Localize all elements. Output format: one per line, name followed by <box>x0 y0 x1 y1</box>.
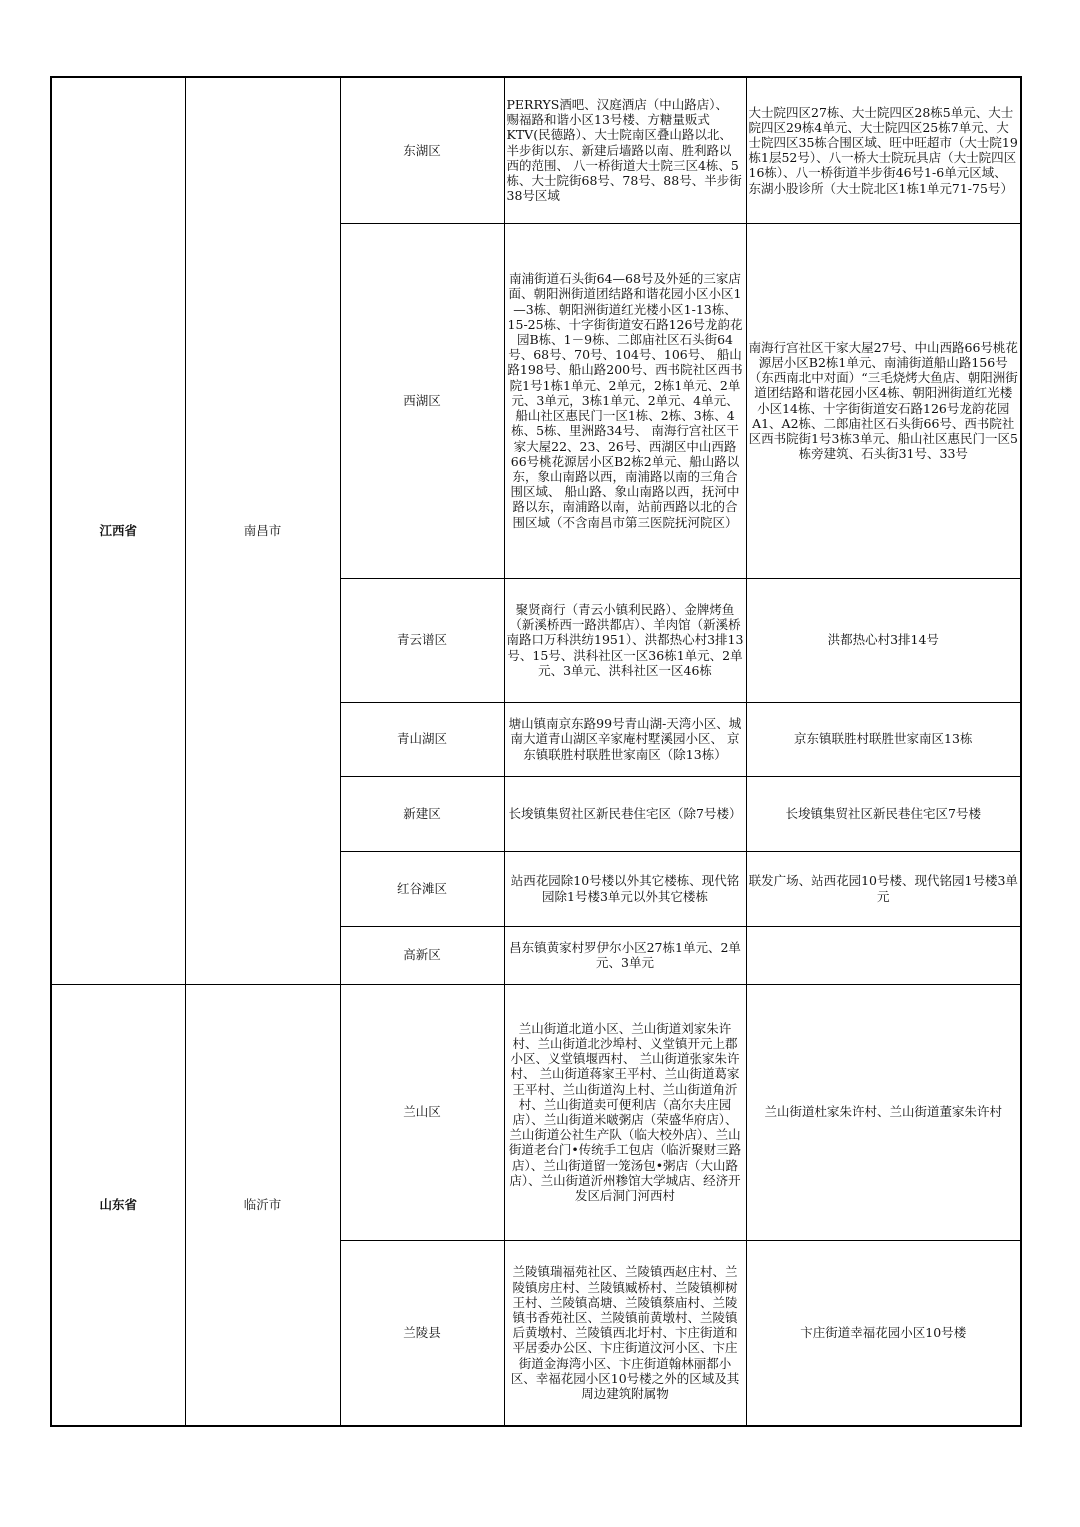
high-risk-cell: 洪都热心村3排14号 <box>746 578 1021 702</box>
high-risk-cell: 南海行宫社区干家大屋27号、中山西路66号桃花源居小区B2栋1单元、南浦街道船山路156号（东西南北中对面）“三毛烧烤大鱼店、朝阳洲街道团结路和谐花园小区4栋、朝阳洲街道红光楼小区14栋、十字街街道安石路126号龙韵花园A1、A2栋、二郎庙社区石头街66号、西书院社区西书院街1号3栋3单元、船山社区惠民门一区5栋旁建筑、石头街31号、33号 <box>746 223 1021 578</box>
medium-risk-cell: PERRYS酒吧、汉庭酒店（中山路店）、 赐福路和谐小区13号楼、方糖量贩式KTV(民德路）、大士院南区叠山路以北、半步街以东、新建后墙路以南、胜利路以西的范围、 八一桥街道大士院三区4栋、5栋、大士院街68号、78号、88号、半步街38号区域 <box>504 77 746 223</box>
medium-risk-cell: 昌东镇黄家村罗伊尔小区27栋1单元、2单元、3单元 <box>504 926 746 984</box>
medium-risk-cell: 塘山镇南京东路99号青山湖-天湾小区、城南大道青山湖区辛家庵村墅溪园小区、 京东镇联胜村联胜世家南区（除13栋） <box>504 702 746 776</box>
district-cell: 青云谱区 <box>340 578 504 702</box>
medium-risk-cell: 南浦街道石头街64—68号及外延的三家店面、朝阳洲街道团结路和谐花园小区小区1—3栋、朝阳洲街道红光楼小区1-13栋、15-25栋、十字街街道安石路126号龙韵花园B栋、1－9栋、二郎庙社区石头街64号、68号、70号、104号、106号、 船山路198号、船山路200号、西书院社区西书院1号1栋1单元、2单元，2栋1单元、2单元、3单元，3栋1单元、2单元、4单元、船山社区惠民门一区1栋、2栋、3栋、4栋、5栋、里洲路34号、 南海行宫社区干家大屋22、23、26号、西湖区中山西路66号桃花源居小区B2栋2单元、船山路以东，象山南路以西，南浦路以南的三角合围区域、 船山路、象山南路以西，抚河中路以东，南浦路以南，站前西路以北的合围区域（不含南昌市第三医院抚河院区） <box>504 223 746 578</box>
high-risk-cell: 联发广场、站西花园10号楼、现代铭园1号楼3单元 <box>746 851 1021 926</box>
district-cell: 新建区 <box>340 776 504 851</box>
medium-risk-cell: 聚贤商行（青云小镇利民路）、金牌烤鱼（新溪桥西一路洪都店）、羊肉馆（新溪桥南路口万科洪纺1951）、洪都热心村3排13号、15号、洪科社区一区36栋1单元、2单元、3单元、洪科社区一区46栋 <box>504 578 746 702</box>
medium-risk-cell: 长埈镇集贸社区新民巷住宅区（除7号楼） <box>504 776 746 851</box>
district-cell: 兰山区 <box>340 984 504 1240</box>
medium-risk-cell: 兰陵镇瑞福苑社区、兰陵镇西赵庄村、兰陵镇房庄村、兰陵镇臧桥村、兰陵镇柳树王村、兰陵镇高塘、兰陵镇蔡庙村、兰陵镇书香苑社区、兰陵镇前黄墩村、兰陵镇后黄墩村、兰陵镇西北圩村、卞庄街道和平居委办公区、卞庄街道汶河小区、卞庄街道金海湾小区、卞庄街道翰林丽都小区、幸福花园小区10号楼之外的区域及其周边建筑附属物 <box>504 1240 746 1426</box>
risk-area-table <box>50 76 1022 1427</box>
district-cell: 红谷滩区 <box>340 851 504 926</box>
city-cell: 南昌市 <box>185 77 340 984</box>
district-cell: 西湖区 <box>340 223 504 578</box>
province-cell: 江西省 <box>51 77 185 984</box>
high-risk-cell: 兰山街道杜家朱许村、兰山街道董家朱许村 <box>746 984 1021 1240</box>
district-cell: 兰陵县 <box>340 1240 504 1426</box>
high-risk-cell: 大士院四区27栋、大士院四区28栋5单元、大士院四区29栋4单元、大士院四区25栋7单元、大士院四区35栋合围区域、旺中旺超市（大士院19栋1层52号）、八一桥大士院玩具店（大士院四区16栋）、八一桥街道半步街46号1-6单元区域、东湖小股诊所（大士院北区1栋1单元71-75号） <box>746 77 1021 223</box>
district-cell: 高新区 <box>340 926 504 984</box>
district-cell: 东湖区 <box>340 77 504 223</box>
table-row <box>51 984 1021 1240</box>
high-risk-cell: 京东镇联胜村联胜世家南区13栋 <box>746 702 1021 776</box>
province-cell: 山东省 <box>51 984 185 1426</box>
table-row <box>51 77 1021 223</box>
district-cell: 青山湖区 <box>340 702 504 776</box>
high-risk-cell: 长埈镇集贸社区新民巷住宅区7号楼 <box>746 776 1021 851</box>
city-cell: 临沂市 <box>185 984 340 1426</box>
high-risk-cell <box>746 926 1021 984</box>
high-risk-cell: 卞庄街道幸福花园小区10号楼 <box>746 1240 1021 1426</box>
medium-risk-cell: 站西花园除10号楼以外其它楼栋、现代铭园除1号楼3单元以外其它楼栋 <box>504 851 746 926</box>
medium-risk-cell: 兰山街道北道小区、兰山街道刘家朱许村、兰山街道北沙埠村、义堂镇开元上郡小区、义堂镇堰西村、 兰山街道张家朱许村、 兰山街道蒋家王平村、兰山街道葛家王平村、兰山街道沟上村、兰山街道角沂村、兰山街道卖可便利店（高尔夫庄园店）、兰山街道米啵粥店（荣盛华府店）、兰山街道公社生产队（临大校外店）、兰山街道老台门•传统手工包店（临沂聚财三路店）、兰山街道留一笼汤包•粥店（大山路店）、兰山街道沂州糁馆大学城店、经济开发区后洞门河西村 <box>504 984 746 1240</box>
